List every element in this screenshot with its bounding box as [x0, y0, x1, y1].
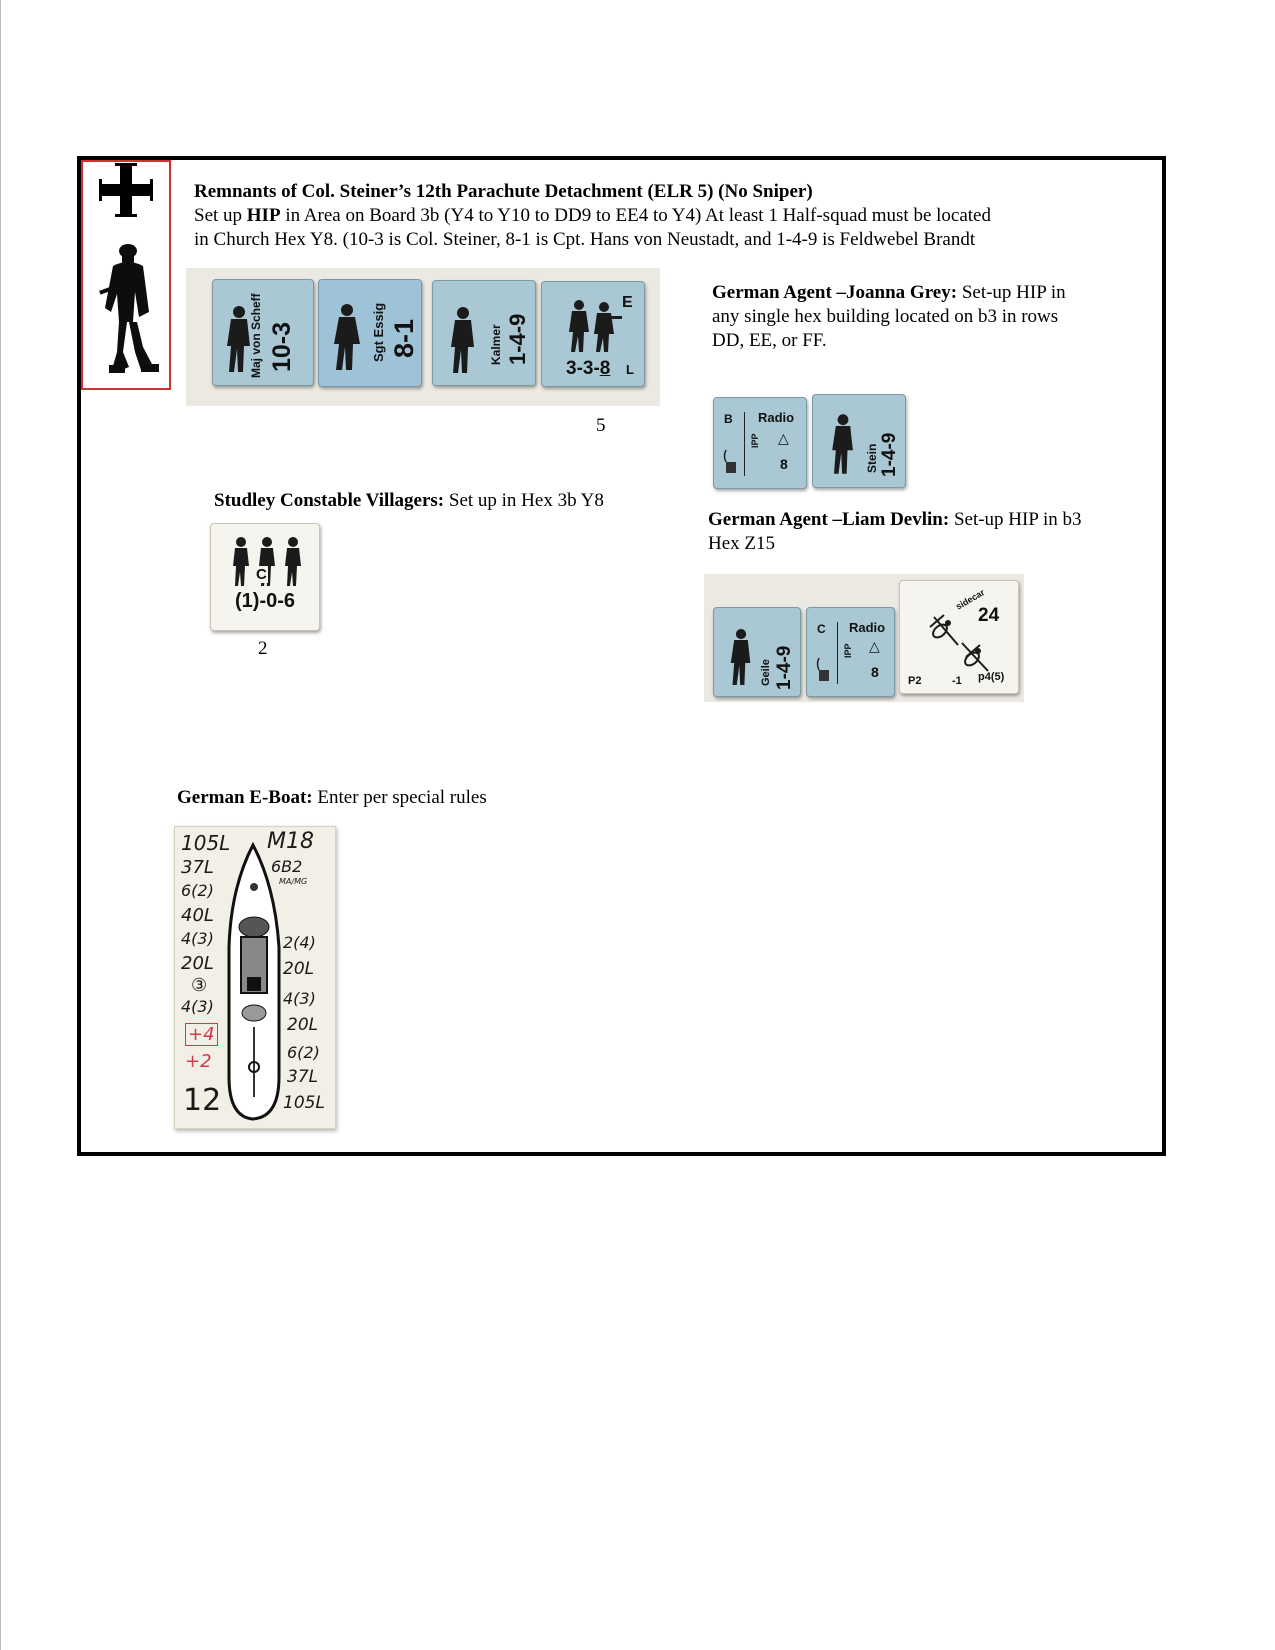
counter-agent-geile [713, 607, 801, 697]
radio-label: Radio [849, 620, 886, 635]
vehicle-stat-1: P2 [908, 675, 922, 687]
radio-id: C [817, 622, 826, 636]
counter-villagers [210, 523, 320, 631]
e-boat-mark: 20L [181, 953, 214, 974]
radio-icon [815, 656, 831, 682]
e-boat-mark: 20L [283, 959, 315, 979]
e-boat-red-mark: +2 [185, 1051, 212, 1072]
e-boat-mark: 105L [181, 831, 231, 855]
steiner-setup-line-2: in Church Hex Y8. (10-3 is Col. Steiner, 8-1 is Cpt. Hans von Neustadt, and 1-4-9 is Feldwebel Brandt [194, 229, 976, 250]
german-nationality-panel [81, 160, 171, 390]
counter-value: 1-4-9 [774, 645, 795, 690]
liam-line-2: Hex Z15 [708, 533, 776, 554]
counter-value: 1-4-9 [879, 432, 900, 477]
joanna-text-1: Set-up HIP in [957, 282, 1066, 303]
villagers-title: Studley Constable Villagers: [214, 490, 445, 511]
squad-figures-icon [564, 298, 624, 354]
liam-text-1: Set-up HIP in b3 [949, 509, 1082, 530]
counter-agent-stein [812, 394, 906, 488]
soldier-figure-icon [443, 305, 483, 375]
radio-id: B [724, 412, 733, 426]
e-boat-mark: 40L [181, 905, 214, 926]
squad-morale: 8 [599, 358, 611, 379]
villagers-counter-count: 2 [258, 638, 268, 659]
liam-title: German Agent –Liam Devlin: [708, 509, 950, 530]
villagers-text: Set up in Hex 3b Y8 [444, 490, 604, 511]
joanna-line-3: DD, EE, or FF. [712, 330, 827, 351]
eboat-text: Enter per special rules [312, 787, 487, 808]
counter-e-boat [174, 826, 336, 1129]
counter-value: 8-1 [389, 318, 419, 358]
radio-ipp: IPP [843, 643, 853, 658]
joanna-title: German Agent –Joanna Grey: [712, 282, 958, 303]
counter-name: Maj von Scheff [249, 293, 263, 378]
e-boat-mark: 6(2) [287, 1043, 320, 1062]
steiner-setup-pre: Set up [194, 205, 247, 226]
motorcycle-sidecar-icon [922, 607, 1002, 677]
counter-leader-8-1 [318, 279, 422, 387]
counter-sidecar-vehicle [899, 580, 1019, 694]
radio-value: 8 [871, 664, 879, 680]
e-boat-mark: 6(2) [181, 881, 214, 900]
steiner-counter-count: 5 [596, 415, 606, 436]
steiner-setup-post: in Area on Board 3b (Y4 to Y10 to DD9 to EE4 to Y4) At least 1 Half-squad must be located [280, 205, 991, 226]
counter-value: 10-3 [268, 321, 296, 372]
e-boat-mark: 105L [283, 1093, 325, 1113]
counter-value [566, 358, 610, 380]
hip-keyword: HIP [246, 205, 281, 226]
leader-mark: L [626, 362, 634, 377]
page-left-edge [0, 0, 1, 1650]
radio-triangle: △ [778, 430, 789, 446]
radio-icon [722, 448, 738, 474]
vehicle-stat-2: -1 [952, 675, 962, 687]
radio-value: 8 [780, 456, 788, 472]
elite-mark: E [622, 294, 633, 311]
e-boat-mark: M18 [267, 829, 314, 854]
joanna-line-2: any single hex building located on b3 in rows [712, 306, 1059, 327]
counter-value: 1-4-9 [505, 313, 530, 365]
e-boat-mark: ③ [191, 975, 208, 996]
squad-value: 3-3- [566, 358, 600, 379]
eboat-line [177, 786, 487, 810]
vehicle-label: sidecar [954, 587, 987, 612]
joanna-line-1 [712, 281, 1066, 305]
eboat-title: German E-Boat: [177, 787, 313, 808]
e-boat-mark: 4(3) [181, 929, 214, 948]
e-boat-mark: 6B2 [271, 857, 303, 876]
counter-radio-c [806, 607, 895, 697]
steiner-setup-line-1 [194, 204, 991, 228]
vehicle-stat-3: p4(5) [978, 671, 1005, 683]
counter-name: Stein [865, 443, 879, 473]
e-boat-mark: 4(3) [181, 997, 214, 1016]
steiner-heading: Remnants of Col. Steiner’s 12th Parachute Detachment (ELR 5) (No Sniper) [194, 181, 813, 202]
radio-ipp: IPP [750, 433, 760, 448]
counter-leader-10-3 [212, 279, 314, 386]
counter-name: Geile [760, 659, 772, 686]
radio-divider [744, 412, 745, 476]
counter-name: Sgt Essig [371, 302, 386, 362]
vehicle-value: 24 [978, 605, 1000, 626]
e-boat-mark: 37L [181, 857, 214, 878]
e-boat-mark: MA/MG [279, 877, 308, 886]
e-boat-mark: 12 [183, 1083, 222, 1118]
radio-triangle: △ [869, 638, 880, 654]
counter-half-squad-1-4-9 [432, 280, 536, 386]
counter-name: Kalmer [489, 324, 503, 365]
soldier-icon [99, 244, 159, 373]
balkenkreuz-icon [83, 162, 169, 388]
counter-value: (1)-0-6 [235, 590, 296, 612]
e-boat-mark: 2(4) [283, 933, 316, 952]
radio-divider [837, 622, 838, 684]
e-boat-mark: 4(3) [283, 989, 316, 1008]
soldier-figure-icon [825, 411, 861, 477]
counter-squad-3-3-8 [541, 281, 645, 387]
soldier-figure-icon [724, 626, 758, 688]
e-boat-red-mark: +4 [185, 1023, 218, 1046]
villagers-setup [214, 489, 604, 513]
villagers-mark: C [256, 566, 267, 583]
e-boat-mark: 37L [287, 1067, 319, 1087]
radio-label: Radio [758, 410, 795, 425]
liam-line-1 [708, 508, 1081, 532]
leader-figure-icon [327, 302, 367, 372]
counter-radio-b [713, 397, 807, 489]
e-boat-mark: 20L [287, 1015, 319, 1035]
